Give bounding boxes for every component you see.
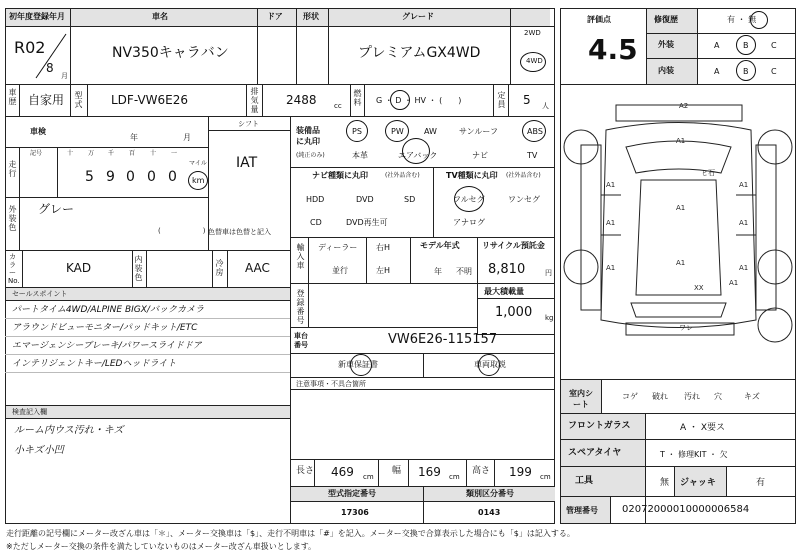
displacement-value: 2488 — [286, 93, 317, 107]
navi-dvd: DVD — [356, 195, 374, 204]
tv-analog: アナログ — [453, 218, 485, 227]
equip-ps: PS — [352, 127, 362, 136]
repair-none-circle — [750, 11, 768, 29]
fuel-label: 燃料 — [353, 89, 362, 107]
exterior-color-paren: ( ) — [158, 227, 206, 235]
shape-label: 形状 — [303, 12, 319, 21]
reg-no-label: 登録番号 — [296, 289, 305, 325]
equip-leather: 本革 — [352, 151, 368, 160]
mark-a1-fl: A1 — [606, 181, 616, 189]
mark-a1-rr: A1 — [739, 264, 749, 272]
mileage-digit: 0 — [168, 169, 177, 185]
car-name-label: 車名 — [152, 12, 168, 21]
spare-label: スペアタイヤ — [568, 448, 622, 458]
notes-label: 注意事項・不具合箇所 — [296, 380, 366, 388]
type-no-value: 17306 — [341, 508, 369, 517]
height-label: 高さ — [472, 466, 491, 476]
seat-damage-option: 汚れ — [684, 392, 700, 401]
first-reg-label: 初年度登録年月 — [9, 12, 65, 21]
score-value: 4.5 — [588, 33, 638, 66]
equip-aw: AW — [424, 127, 437, 136]
inspector-label: 検査記入欄 — [12, 408, 47, 416]
ac-label: 冷房 — [215, 259, 224, 277]
footer-line-2: ※ただしメーター交換の条件を満たしていないものはメーター改ざん車扱いとします。 — [6, 542, 317, 551]
color-code-label: カラーNo. — [8, 253, 20, 285]
repair-label: 修復歴 — [654, 15, 678, 24]
mileage-unit-label: 十 — [67, 150, 74, 157]
exterior-color-value: グレー — [38, 202, 75, 216]
inspector-header-bg — [6, 406, 290, 418]
shift-label: シフト — [238, 120, 259, 128]
mile-label: マイル — [189, 160, 207, 167]
spare-value: T ・ 修理KIT ・ 欠 — [660, 450, 728, 459]
interior-b: B — [743, 67, 749, 76]
diagram-left-side — [581, 145, 601, 310]
height-unit: cm — [540, 473, 551, 481]
mark-hishi: ヒ石 — [701, 169, 715, 177]
mileage-unit-label: 一 — [171, 150, 178, 157]
import-parallel: 並行 — [332, 266, 348, 275]
import-lh: 左H — [376, 266, 391, 275]
seat-damage-option: 破れ — [652, 392, 668, 401]
persons-unit: 人 — [542, 102, 549, 110]
recycle-value: 8,810 — [488, 262, 526, 277]
width-unit: cm — [449, 473, 460, 481]
model-year-year: 年 — [434, 267, 442, 276]
month-unit: 月 — [61, 72, 68, 80]
car-name-value: NV350キャラバン — [112, 45, 229, 61]
drive-2wd: 2WD — [524, 29, 541, 37]
equip-abs-circle — [522, 120, 546, 142]
interior-grade-label: 内装 — [658, 66, 674, 75]
equip-ps-circle — [346, 120, 368, 142]
navi-label: ナビ種類に丸印 — [312, 171, 368, 180]
inspection-year: 年 — [130, 133, 138, 142]
equip-pw: PW — [391, 127, 404, 136]
cc-unit: cc — [334, 102, 342, 110]
manual-circle — [478, 354, 500, 376]
tools-label: 工具 — [575, 476, 594, 486]
jack-value: 有 — [756, 478, 766, 488]
exterior-a: A — [714, 41, 720, 50]
interior-c: C — [771, 67, 777, 76]
mileage-unit-label: 千 — [108, 150, 115, 157]
model-value: LDF-VW6E26 — [111, 93, 189, 107]
inspection-label: 車検 — [30, 127, 46, 136]
sales-point-rule — [5, 318, 290, 319]
chassis-value: VW6E26-115157 — [388, 332, 498, 347]
exterior-color-note: 色替車は色替と記入 — [208, 228, 271, 236]
mark-a1-roof: A1 — [676, 204, 686, 212]
wheel-rear-right — [758, 250, 792, 284]
first-reg-month: 8 — [46, 61, 54, 75]
footer-line-1: 走行距離の記号欄にメーター改ざん車は「＊」、メーター交換車は「$」、走行不明車は「#」を記入。メーター交換で合算表示した場合にも「$」は記入する。 — [6, 529, 575, 538]
tools-value: 無 — [660, 478, 670, 488]
tv-oneseg: ワンセグ — [508, 195, 540, 204]
import-dealer: ディーラー — [318, 243, 358, 252]
import-label: 輸入車 — [296, 243, 305, 270]
navi-sub: (社外品含む) — [385, 172, 420, 179]
windshield-label: フロントガラス — [568, 421, 631, 431]
mileage-unit-label: 百 — [129, 150, 136, 157]
color-code-value: KAD — [66, 261, 92, 275]
exterior-b-circle — [736, 35, 756, 55]
sales-points-label: セールスポイント — [12, 290, 68, 298]
class-no-label: 類別区分番号 — [466, 489, 514, 498]
mark-ware: ワレ — [679, 324, 693, 332]
windshield-value: A ・ X要ス — [680, 423, 726, 433]
diagram-windshield — [626, 141, 731, 173]
diagram-roof — [636, 180, 721, 295]
capacity-label: 定員 — [497, 91, 506, 109]
seat-damage-option: コゲ — [622, 392, 638, 401]
sales-point-line: パートタイム4WD/ALPINE BIGX/バックカメラ — [12, 305, 204, 315]
seat-damage-option: 穴 — [714, 392, 722, 401]
tools-label-bg — [561, 467, 645, 496]
drive-4wd-circle — [520, 52, 546, 72]
import-rh: 右H — [376, 243, 391, 252]
first-reg-era-year: R02 — [14, 38, 46, 57]
width-value: 169 — [418, 465, 441, 479]
mileage-digit: 9 — [106, 169, 115, 185]
mileage-digit: 5 — [85, 169, 94, 185]
diagram-rear-glass — [631, 303, 726, 317]
ac-value: AAC — [245, 261, 270, 275]
interior-a: A — [714, 67, 720, 76]
interior-b-circle — [736, 60, 756, 81]
tv-sub: (社外品含む) — [506, 172, 541, 179]
new-car-warranty: 新車保証書 — [338, 360, 378, 369]
km-label: km — [192, 176, 205, 185]
navi-cd: CD — [310, 218, 322, 227]
model-year-unknown: 不明 — [456, 267, 472, 276]
interior-color-label: 内装色 — [134, 255, 143, 282]
mileage-unit-label: 万 — [88, 150, 95, 157]
tv-fullseg-circle — [454, 186, 484, 212]
model-label: 型式 — [74, 91, 83, 109]
usage-value: 自家用 — [28, 93, 65, 107]
exterior-c: C — [771, 41, 777, 50]
mark-a1-mr: A1 — [739, 219, 749, 227]
equip-sunroof: サンルーフ — [459, 127, 498, 136]
seat-damage-option: キズ — [744, 392, 760, 401]
length-value: 469 — [331, 465, 354, 479]
vehicle-manual: 車両取説 — [474, 360, 506, 369]
mileage-digit: 0 — [147, 169, 156, 185]
type-no-label: 型式指定番号 — [328, 489, 376, 498]
load-label: 最大積載量 — [484, 287, 524, 296]
equip-tv: TV — [527, 151, 538, 160]
tv-label: TV種類に丸印 — [446, 171, 498, 180]
repair-options: 有 ・ 無 — [727, 15, 757, 24]
height-value: 199 — [509, 465, 532, 479]
mileage-symbol-label: 記号 — [30, 150, 43, 157]
mark-a1-fr: A1 — [739, 181, 749, 189]
mileage-label: 走行 — [8, 160, 17, 178]
equip-abs: ABS — [527, 127, 543, 136]
score-label: 評価点 — [587, 15, 611, 24]
diagram-right-side — [756, 145, 776, 310]
mileage-digit: 0 — [126, 169, 135, 185]
equipment-label: 装備品に丸印 — [296, 126, 320, 146]
exterior-grade-label: 外装 — [658, 40, 674, 49]
capacity-value: 5 — [523, 93, 531, 107]
length-label: 長さ — [296, 466, 315, 476]
recycle-label: リサイクル預託金 — [482, 241, 545, 250]
mark-a1-front: A1 — [676, 137, 686, 145]
sales-point-rule — [5, 336, 290, 337]
mark-a1-corner: A1 — [729, 279, 739, 287]
shift-value: IAT — [236, 155, 258, 171]
warranty-circle — [350, 354, 372, 376]
navi-dvd-play: DVD再生可 — [346, 218, 388, 227]
inspection-month: 月 — [183, 133, 191, 142]
mileage-unit-label: 十 — [150, 150, 157, 157]
inspector-line-1: ルーム内ウス汚れ・キズ — [14, 425, 124, 436]
equip-navi: ナビ — [472, 151, 488, 160]
recycle-unit: 円 — [545, 269, 552, 277]
usage-label: 車歴 — [8, 88, 17, 106]
car-damage-diagram — [561, 85, 795, 379]
tv-fullseg: フルセグ — [453, 195, 485, 204]
load-value: 1,000 — [495, 305, 533, 320]
spare-wheel — [758, 308, 792, 342]
sales-point-line: エマージェンシーブレーキ/パワースライドドア — [12, 341, 202, 351]
sales-point-line: インテリジェントキー/LEDヘッドライト — [12, 359, 177, 369]
mark-a2: A2 — [679, 102, 689, 110]
load-unit: kg — [545, 314, 554, 322]
exterior-color-label: 外装色 — [8, 205, 17, 232]
length-unit: cm — [363, 473, 374, 481]
equip-pw-circle — [385, 120, 409, 142]
mark-a1-rear: A1 — [676, 259, 686, 267]
equip-airbag: エアバック — [398, 151, 438, 160]
navi-sd: SD — [404, 195, 416, 204]
width-label: 幅 — [392, 466, 402, 476]
mgmt-value: 02072000010000006584 — [622, 504, 750, 515]
fuel-diesel-circle — [390, 90, 410, 110]
chassis-label: 車台番号 — [294, 332, 308, 349]
wheel-front-right — [758, 130, 792, 164]
grade-value: プレミアムGX4WD — [358, 45, 481, 61]
mgmt-label: 管理番号 — [566, 506, 598, 515]
sales-point-rule — [5, 354, 290, 355]
class-no-value: 0143 — [478, 508, 501, 517]
inspector-line-2: 小キズ小凹 — [14, 445, 64, 456]
jack-label: ジャッキ — [680, 478, 716, 488]
fuel-options: G ・ D ・ HV ・ ( ) — [376, 96, 462, 105]
navi-hdd: HDD — [306, 195, 325, 204]
displacement-label: 排気量 — [250, 87, 259, 114]
equip-airbag-circle — [402, 138, 430, 164]
door-label: ドア — [267, 12, 283, 21]
sales-point-rule — [5, 372, 290, 373]
mark-a1-rl: A1 — [606, 264, 616, 272]
diagram-body-outline — [601, 123, 756, 328]
drive-4wd: 4WD — [526, 57, 543, 65]
mark-a1-ml: A1 — [606, 219, 616, 227]
grade-label: グレード — [402, 12, 434, 21]
equipment-sub: (純正のみ) — [296, 152, 325, 159]
seat-label: 室内シート — [569, 389, 593, 409]
km-circle — [188, 171, 208, 190]
exterior-b: B — [743, 41, 749, 50]
model-year-label: モデル年式 — [420, 241, 460, 250]
sales-point-line: アラウンドビューモニター/パッドキット/ETC — [12, 323, 198, 333]
mark-xx: XX — [694, 284, 704, 292]
